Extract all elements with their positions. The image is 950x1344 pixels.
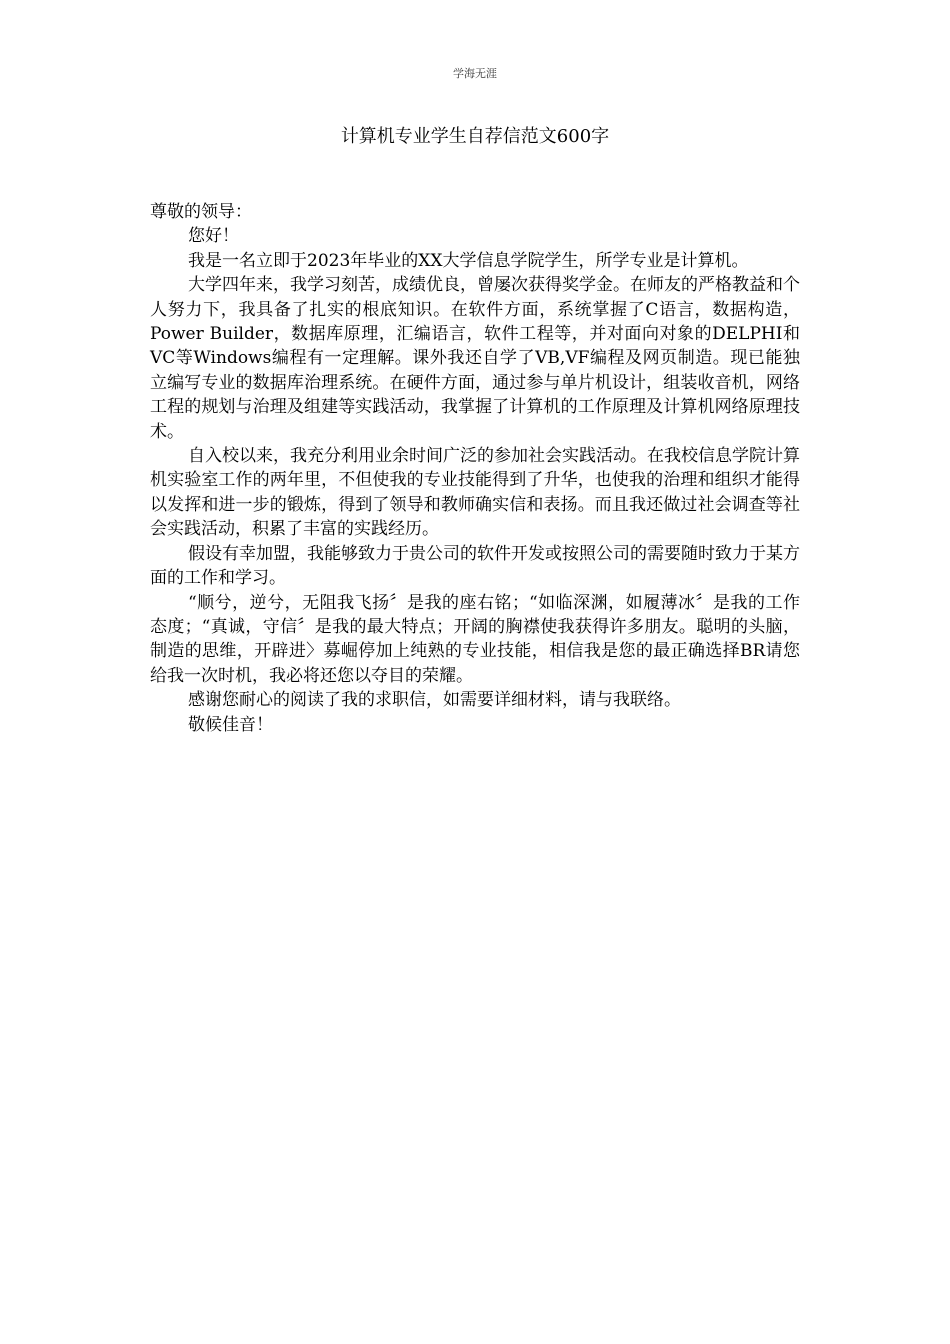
commitment-paragraph: 假设有幸加盟，我能够致力于贵公司的软件开发或按照公司的需要随时致力于某方面的工作和学习。: [150, 543, 800, 589]
intro-paragraph: 我是一名立即于2023年毕业的XX大学信息学院学生，所学专业是计算机。: [188, 250, 749, 271]
practice-paragraph: 自入校以来，我充分利用业余时间广泛的参加社会实践活动。在我校信息学院计算机实验室工作的两年里，不但使我的专业技能得到了升华，也使我的治理和组织才能得以发挥和进一步的锻炼，得到了领导和教师确实信和表扬。而且我还做过社会调查等社会实践活动，积累了丰富的实践经历。: [150, 446, 800, 540]
closing-paragraph: 敬候佳音！: [188, 714, 273, 735]
document-body: [150, 200, 800, 737]
page-header: 学海无涯: [453, 67, 497, 80]
thanks-paragraph: 感谢您耐心的阅读了我的求职信，如需要详细材料，请与我联络。: [188, 690, 681, 711]
salutation: 尊敬的领导：: [150, 202, 252, 222]
greeting-paragraph: 您好！: [188, 226, 239, 247]
study-paragraph: 大学四年来，我学习刻苦，成绩优良，曾屡次获得奖学金。在师友的严格教益和个人努力下，我具备了扎实的根底知识。在软件方面，系统掌握了C语言，数据构造，Power Builder，数据库原理，汇编语言，软件工程等，并对面向对象的DELPHI和VC等Windows编程有一定理解。课外我还自学了VB,VF编程及网页制造。现已能独立编写专业的数据库治理系统。在硬件方面，通过参与单片机设计，组装收音机，网络工程的规划与治理及组建等实践活动，我掌握了计算机的工作原理及计算机网络原理技术。: [150, 275, 800, 442]
motto-paragraph: “顺兮，逆兮，无阻我飞扬〞是我的座右铭；“如临深渊，如履薄冰〞是我的工作态度；“真诚，守信〞是我的最大特点；开阔的胸襟使我获得许多朋友。聪明的头脑，制造的思维，开辟进〉募崛停加上纯熟的专业技能，相信我是您的最正确选择BR请您给我一次时机，我必将还您以夺目的荣耀。: [150, 592, 800, 686]
document-title: 计算机专业学生自荐信范文600字: [340, 126, 610, 147]
